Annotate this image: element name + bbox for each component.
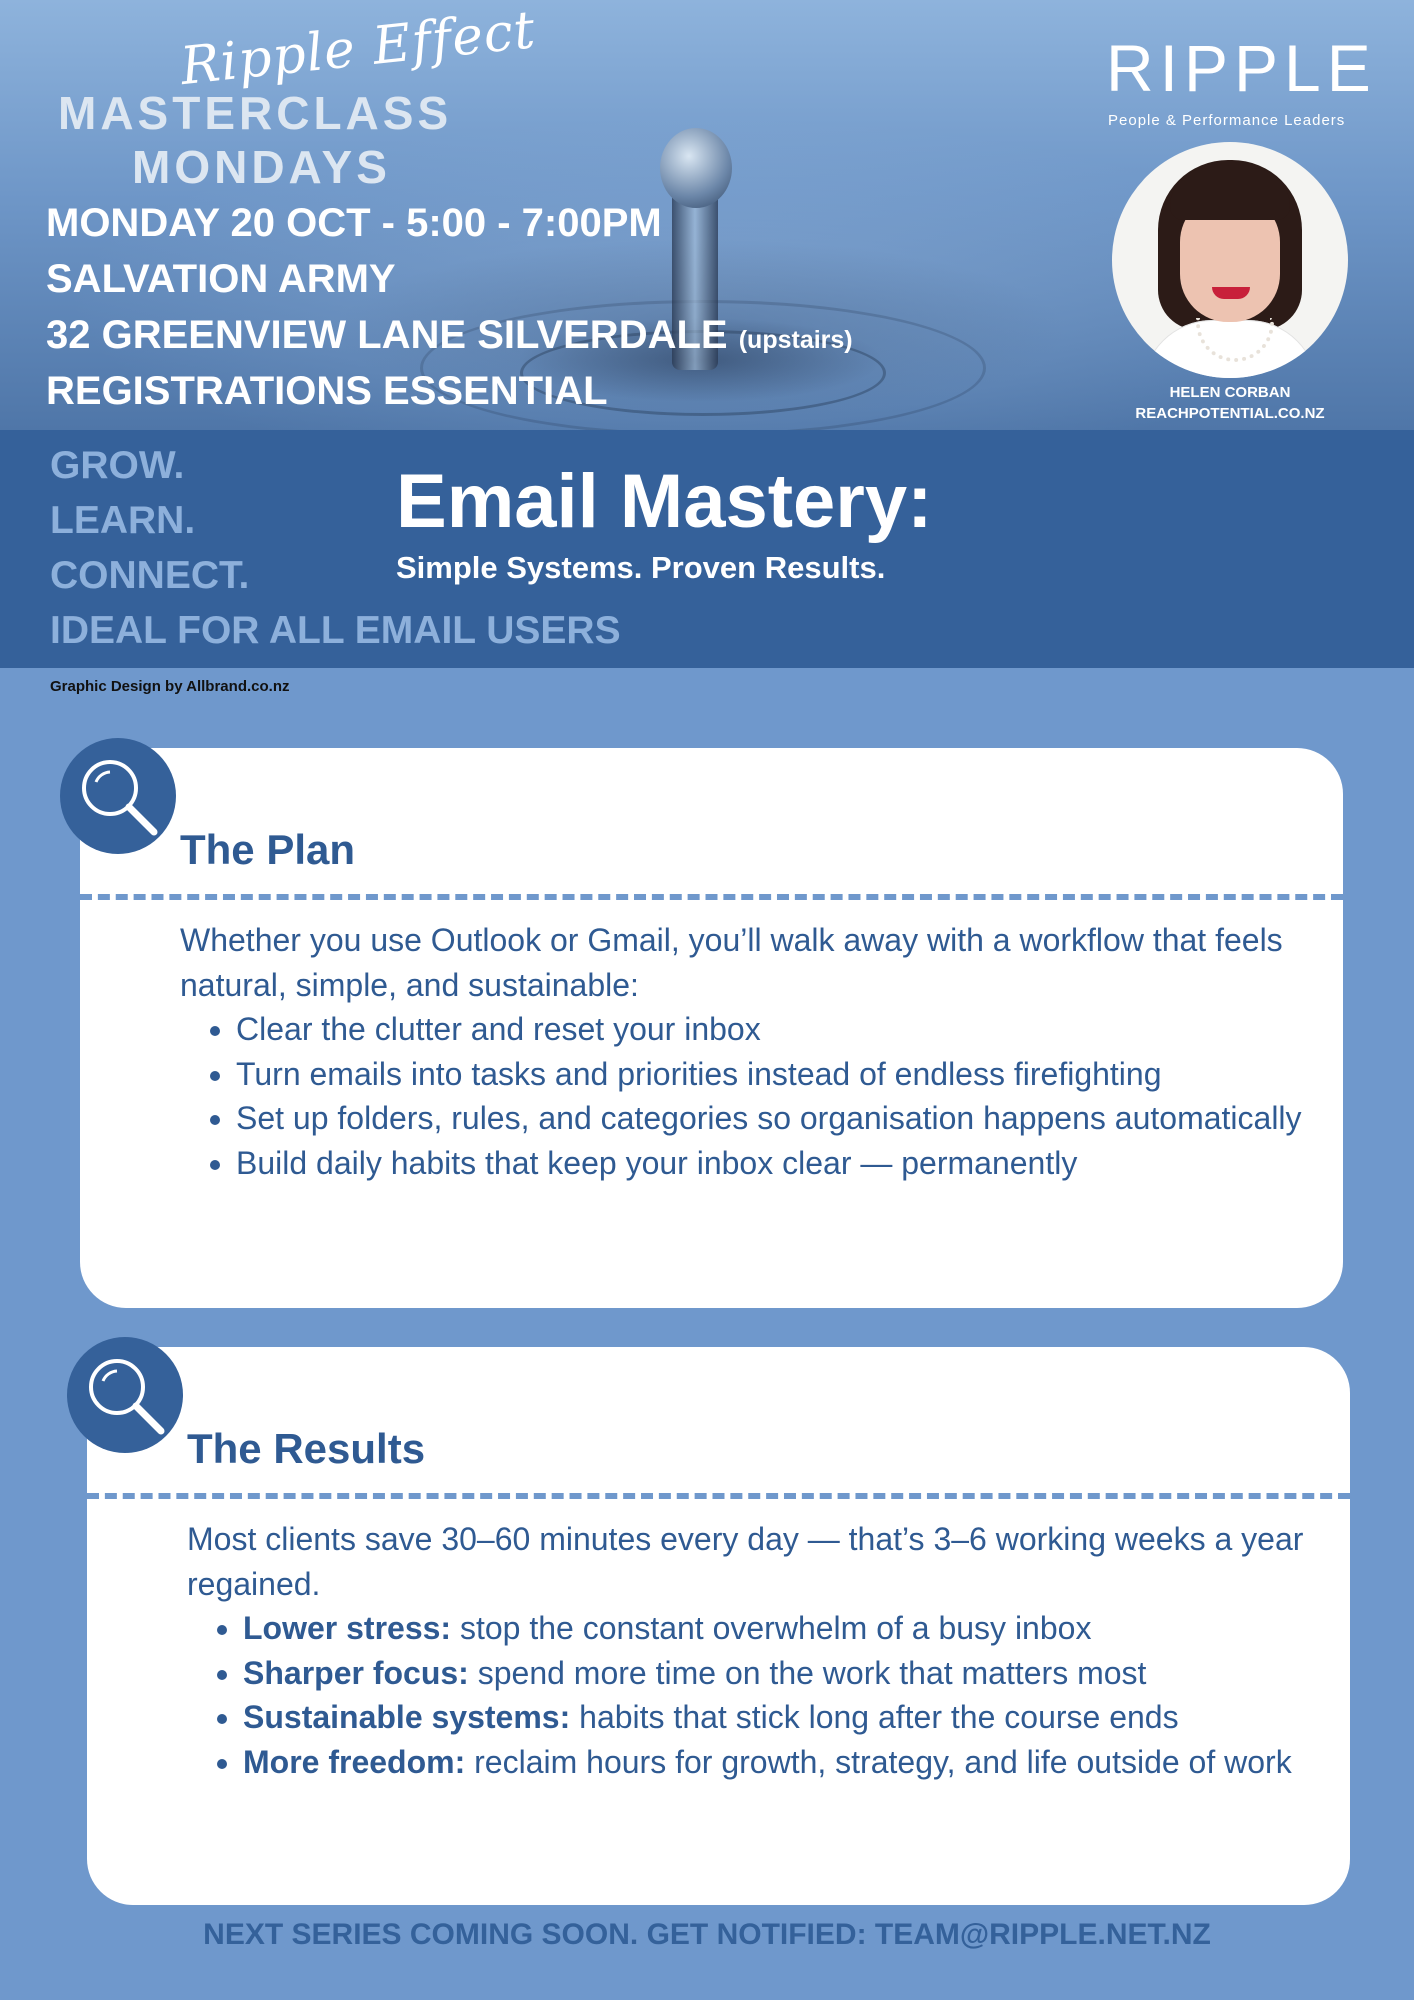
magnifier-icon	[67, 1337, 183, 1453]
plan-divider	[80, 894, 1343, 900]
page-subtitle: Simple Systems. Proven Results.	[396, 550, 886, 585]
results-item	[243, 1740, 1317, 1785]
results-title: The Results	[187, 1425, 426, 1472]
event-date-time: MONDAY 20 OCT - 5:00 - 7:00PM	[46, 201, 662, 245]
presenter-photo	[1112, 142, 1348, 378]
results-item-label: More freedom:	[243, 1743, 466, 1780]
magnifier-icon	[60, 738, 176, 854]
results-item-label: Sharper focus:	[243, 1654, 469, 1691]
masterclass-line2: MONDAYS	[132, 141, 391, 193]
hero-banner	[0, 0, 1414, 430]
plan-item: • Build daily habits that keep your inbox clear — permanently	[236, 1141, 1310, 1186]
band-word-connect: CONNECT.	[50, 554, 250, 597]
results-item-text: stop the constant overwhelm of a busy inbox	[459, 1610, 1092, 1646]
page-title: Email Mastery:	[396, 459, 933, 544]
results-item-text: reclaim hours for growth, strategy, and life outside of work	[474, 1743, 1292, 1780]
ripple-logo: RIPPLE	[1106, 31, 1377, 105]
address-text: 32 GREENVIEW LANE SILVERDALE	[46, 313, 728, 357]
presenter-website: REACHPOTENTIAL.CO.NZ	[1135, 405, 1325, 422]
results-item-text: spend more time on the work that matters most	[477, 1654, 1147, 1691]
plan-title: The Plan	[180, 826, 356, 873]
band-word-grow: GROW.	[50, 444, 185, 487]
plan-list	[180, 1007, 1310, 1185]
plan-body	[180, 918, 1310, 1185]
plan-card	[80, 748, 1343, 1308]
water-drop	[660, 128, 732, 208]
results-item	[243, 1695, 1317, 1740]
event-address	[46, 313, 853, 358]
results-item	[243, 1606, 1317, 1651]
plan-item: • Clear the clutter and reset your inbox	[236, 1007, 1310, 1052]
plan-intro: Whether you use Outlook or Gmail, you’ll walk away with a workflow that feels natural, simple, and sustainable:	[180, 922, 1283, 1003]
event-venue: SALVATION ARMY	[46, 257, 396, 301]
address-note: (upstairs)	[738, 326, 853, 354]
plan-item: • Set up folders, rules, and categories so organisation happens automatically	[236, 1096, 1310, 1141]
script-title: Ripple Effect	[177, 0, 539, 97]
results-card	[87, 1347, 1350, 1905]
band-audience: IDEAL FOR ALL EMAIL USERS	[50, 609, 621, 652]
results-item-label: Lower stress:	[243, 1610, 452, 1646]
masterclass-line1: MASTERCLASS	[58, 87, 453, 139]
footer-notice: NEXT SERIES COMING SOON. GET NOTIFIED: TEAM@RIPPLE.NET.NZ	[203, 1918, 1211, 1951]
plan-item: • Turn emails into tasks and priorities instead of endless firefighting	[236, 1052, 1310, 1097]
presenter-name: HELEN CORBAN	[1169, 384, 1291, 401]
band-word-learn: LEARN.	[50, 499, 196, 542]
results-divider	[87, 1493, 1350, 1499]
presenter-info	[1110, 382, 1350, 424]
results-body	[187, 1517, 1317, 1784]
results-intro: Most clients save 30–60 minutes every day — that’s 3–6 working weeks a year regained.	[187, 1521, 1304, 1602]
registration-note: REGISTRATIONS ESSENTIAL	[46, 369, 608, 413]
results-item-text: habits that stick long after the course ends	[579, 1699, 1179, 1735]
results-item-label: Sustainable systems:	[243, 1699, 571, 1735]
results-list	[187, 1606, 1317, 1784]
results-item	[243, 1651, 1317, 1696]
logo-tagline: People & Performance Leaders	[1108, 112, 1346, 129]
design-credit: Graphic Design by Allbrand.co.nz	[50, 678, 290, 695]
